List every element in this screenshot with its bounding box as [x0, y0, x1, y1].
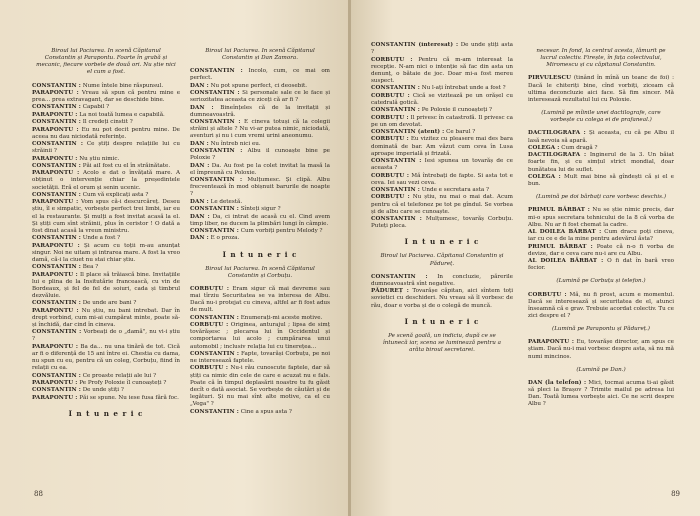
dialogue-line — [32, 308, 180, 329]
dialogue-text: Păi se spune. Nu iese fusa fără foc. — [79, 394, 179, 401]
speaker-name: CONSTANTIN : — [190, 90, 240, 97]
stage-direction: (Lumină pe Dan.) — [576, 366, 626, 373]
dialogue-line — [371, 194, 513, 215]
dialogue-text: Si personale sale ce le face și seriozitatea aceasta ce ziceți că ar fi ? — [190, 90, 330, 104]
speaker-name: DAN : — [190, 198, 209, 205]
dialogue-text: Nu pot spune perfect, ci deosebit. — [210, 82, 308, 89]
dialogue-line — [32, 156, 180, 163]
dialogue-line — [190, 141, 330, 148]
dialogue-line — [32, 104, 180, 111]
speaker-name: CONSTANTIN : — [32, 387, 81, 394]
dialogue-line — [528, 130, 674, 144]
dialogue-text: Vorbeați de o „damă", nu vi-i știu ? — [32, 329, 180, 343]
dialogue-line — [190, 83, 330, 90]
speaker-name: CONSTANTIN : — [371, 85, 420, 92]
dialogue-text: Mă, nu fi prost, acum e momentul. Dacă se interesează și securitatea de el, atunci înseamnă că e grav. Trebuie acordat colectiv. Tu ce zici despre el ? — [528, 291, 674, 319]
scene-break-heading: I n t u n e r i c — [222, 249, 298, 259]
dialogue-text: Il place să trăiască bine. Invitațiile lui e plina de la Insitutărie francească, cu vin de Bordeaux, și fel de fel de soiuri, cada și timbrul dezvăluie. — [32, 271, 180, 299]
speaker-name: CONSTANTIN : — [32, 372, 81, 379]
dialogue-text: Nu l-ați întrebat unde a fost ? — [421, 85, 506, 92]
dialogue-text: Mulțumesc, tovarăș Corbuțu. Puteți pleca. — [371, 216, 513, 230]
dialogue-text: In concluzie, părerile dumneavoastră sînt negative. — [371, 273, 513, 287]
speaker-name: PĂDUREȚ : — [371, 288, 409, 295]
dialogue-line — [190, 351, 330, 365]
dialogue-text: Pe Poloxie il cunoașteți ? — [421, 107, 493, 114]
dialogue-text: Il credeți cinstit ? — [82, 119, 133, 126]
dialogue-line — [190, 119, 330, 140]
speaker-name: PARAPONTU : — [32, 379, 78, 386]
dialogue-line — [190, 235, 330, 242]
dialogue-text: Vreau să spun că pentru mine e prea... prea extravagant, dar se deschide bine. — [32, 89, 180, 104]
speaker-name: PARAPONTU : — [528, 339, 575, 346]
dialogue-text: Poate că n-o fi vorba de devize, dar e ceva care nu-i are cu Albu. — [528, 243, 674, 257]
speaker-name: CONSTANTIN : — [190, 119, 241, 126]
dialogue-text: Eu nu pot decit pentru mine. De aceea nu dau niciodată referințe. — [32, 126, 180, 140]
dialogue-text: De unde știți asta ? — [371, 42, 513, 56]
dialogue-line — [371, 158, 513, 172]
speaker-name: CORBUȚU : — [190, 285, 230, 292]
dialogue-line — [32, 127, 180, 141]
dialogue-text: Bea ? — [82, 264, 99, 271]
dialogue-text: Fapte, tovarăși Corbuțu, pe noi ne interesează faptele. — [190, 350, 330, 365]
stage-direction: Biroul lui Paciurea. In scenă Căpitanul Constantin și Corbuțu. — [205, 265, 315, 279]
dialogue-text: Eu, tovarășe director, am spus ce știam. Dacă nu-i mai vorbesc despre asta, să nu mă numi mincinos. — [528, 339, 674, 360]
dialogue-line — [528, 75, 674, 104]
speaker-name: CONSTANTIN : — [190, 350, 240, 357]
speaker-name: COLEGA : — [528, 173, 561, 180]
speaker-name: CONSTANTIN : — [32, 191, 81, 198]
stage-direction: Biroul lui Paciurea. In scenă Căpitanul Constantin și Dan Zamora. — [205, 48, 315, 62]
dialogue-text: De unde are bani ? — [82, 300, 137, 307]
speaker-name: CORBUȚU : — [371, 114, 409, 121]
dialogue-line — [190, 365, 330, 408]
dialogue-line — [190, 177, 330, 198]
speaker-name: CONSTANTIN : — [32, 162, 81, 169]
dialogue-text: Nu știu, nu bani intrebat. Dar în drept vorbind, cum mi-ai cumpărat minte, poate să-și închidă, dar cind în cineva. — [32, 307, 180, 328]
right-page — [351, 0, 700, 516]
right-page-number: 89 — [671, 490, 680, 498]
dialogue-text: (tinând în mînă un teanc de foi) : Dacă le chiteriți bine, cînd vorbiți, ziceam că ultima deconcluzie aici face. Să fim sincer. Mă interesează rezultatul lui cu Poloxie. — [528, 75, 674, 103]
dialogue-text: De unde știți ? — [82, 387, 124, 394]
speaker-name: DAN : — [190, 235, 209, 242]
dialogue-line — [32, 344, 180, 373]
dialogue-text: Nu știu, nu mai o mai dat. Acum pentru că el telefonez pe tot pe gîndul. Se vorbea și de albu care se cunoaște. — [371, 194, 513, 215]
speaker-name: DAN (la telefon) : — [528, 379, 587, 386]
dialogue-line — [32, 90, 180, 104]
dialogue-text: Cum dragă ? — [561, 144, 598, 151]
dialogue-text: Cum dracu poți cineva, iar cu ce e de la mine pentru adevărul ăsta? — [528, 229, 674, 243]
dialogue-line — [528, 380, 674, 409]
dialogue-text: Nu întreb nici eu. — [210, 140, 261, 147]
speaker-name: AL DOILEA BĂRBAT : — [528, 258, 604, 265]
speaker-name: DAN : — [190, 162, 210, 169]
dialogue-line — [190, 315, 330, 322]
dialogue-text: La noi toată lumea e capabilă. — [79, 111, 165, 118]
speaker-name: CONSTANTIN : — [371, 158, 422, 164]
dialogue-line — [190, 228, 330, 235]
stage-direction: Biroul lui Paciurea. In scenă Căpitanul Constantin și Parapontu. Foarte în grabă și mecanic, fiecare vorbele de două ori. Nu știe nici el cum a fost. — [36, 48, 176, 76]
speaker-name: CONSTANTIN : — [190, 408, 239, 415]
dialogue-text: Nu-i rău cunoscute faptele, dar să știți ca nimic din cele de care e acuzat nu e fals. Poate că în timpul deplasării noastre tu fu găsit decît o dată asociat. Se vorbește de căutări și de legături. Și nu mai sînt alte motive, ca el cu „Vega" ? — [190, 365, 330, 408]
dialogue-text: Unde a fost ? — [82, 235, 121, 242]
speaker-name: PARAPONTU : — [32, 242, 80, 249]
dialogue-line — [528, 174, 674, 188]
dialogue-line — [190, 199, 330, 206]
speaker-name: CORBUȚU : — [190, 322, 229, 329]
speaker-name: CONSTANTIN : — [32, 235, 81, 242]
left-page-column-1 — [32, 42, 180, 494]
scene-break-heading: I n t u n e r i c — [68, 408, 144, 418]
dialogue-line — [32, 199, 180, 235]
speaker-name: PARAPONTU : — [32, 307, 79, 314]
dialogue-line — [32, 329, 180, 343]
left-page-column-2 — [190, 42, 330, 494]
dialogue-line — [528, 207, 674, 228]
dialogue-line — [32, 163, 180, 170]
dialogue-text: Unde e secretara asta ? — [421, 187, 489, 193]
dialogue-text: Mult mai bine să gîndești că și el e bun. — [528, 173, 674, 188]
dialogue-line — [528, 258, 674, 272]
dialogue-line — [32, 192, 180, 199]
dialogue-line — [32, 272, 180, 301]
dialogue-text: Nu se știe nimic precis, dar mi-o spus secretara tehnicului de la 8 că vorba de Albu. Nu ar fi fost chemat la cadre. — [528, 207, 674, 228]
dialogue-line — [190, 409, 330, 416]
speaker-name: CORBUȚU : — [190, 365, 229, 372]
dialogue-line — [32, 264, 180, 271]
speaker-name: PARAPONTU : — [32, 89, 79, 96]
dialogue-line — [371, 288, 513, 309]
speaker-name: CONSTANTIN : — [371, 273, 428, 280]
speaker-name: CONSTANTIN : — [32, 82, 81, 89]
speaker-name: DAN : — [190, 82, 209, 89]
speaker-name: CONSTANTIN : — [190, 314, 239, 321]
speaker-name: DAN : — [190, 140, 209, 147]
speaker-name: PARAPONTU : — [32, 155, 78, 162]
dialogue-text: Nume întele bine răspunsul. — [82, 82, 164, 89]
dialogue-text: Eu vizitez cu pleasere mai des bara dominată de bar. Am văzut cum ceva în Lusa aproape imperială și frizată. — [371, 136, 513, 157]
dialogue-text: Tovarășe căpitan, aici sîntem toți sovietici cu deschideri. Nu vreau să îl vorbesc de rău, doar e vorba și de o colegă de muncă. — [371, 288, 513, 309]
dialogue-text: Cum vă explicați asta ? — [82, 191, 149, 198]
stage-direction: (Lumină pe Parapontu și Pădureț.) — [552, 326, 650, 333]
right-page-column-1 — [371, 42, 513, 494]
dialogue-text: Da, ci intrat de acasă cu el. Cind avem timp liber, ne ducem la plimbări lungi în câmpie. — [190, 213, 330, 227]
speaker-name: PIRVULESCU — [528, 75, 572, 82]
speaker-name: PARAPONTU : — [32, 111, 78, 118]
stage-direction: (Lumină pe mîinile unei dactilografe, care vorbește cu colega ei de prafaneal.) — [541, 110, 661, 124]
dialogue-line — [190, 105, 330, 119]
speaker-name: CONSTANTIN : — [371, 187, 420, 193]
dialogue-text: Inginerul de la 3. Un băiat foarte fin, și cu simțul strict mondial, doar bunătatea lui de suflet. — [528, 152, 674, 173]
dialogue-line — [32, 170, 180, 191]
dialogue-line — [528, 292, 674, 321]
left-page-number: 88 — [34, 490, 43, 498]
speaker-name: CORBUȚU : — [371, 172, 410, 179]
scene-break-heading: I n t u n e r i c — [404, 237, 480, 247]
speaker-name: PARAPONTU : — [32, 199, 79, 206]
dialogue-line — [32, 83, 180, 90]
dialogue-line — [190, 148, 330, 162]
left-page — [0, 0, 349, 516]
dialogue-line — [371, 216, 513, 230]
speaker-name: CONSTANTIN : — [190, 206, 239, 213]
speaker-name: CONSTANTIN : — [190, 68, 243, 75]
dialogue-text: Nu știu nimic. — [79, 155, 120, 162]
dialogue-text: Capabil ? — [82, 104, 110, 111]
speaker-name: DACTILOGRAFA : — [528, 152, 587, 159]
speaker-name: DAN : — [190, 104, 214, 111]
dialogue-line — [32, 395, 180, 402]
dialogue-text: Și acum cu toții m-au anunțat singur. Noi ne uitam și intrarea mare. A fost la vreo damă, că-i la ciuet nu stai chiar știu. — [32, 242, 180, 263]
dialogue-line — [32, 119, 180, 126]
speaker-name: CONSTANTIN : — [32, 104, 81, 111]
speaker-name: COLEGA : — [528, 144, 560, 151]
stage-direction: necesar. In fond, la centrul acesta, lămurit pe lucrul colectiv. Firește, în fața colectivului, Miromescu și cu căpitanul Constantin. — [536, 48, 666, 69]
speaker-name: PARAPONTU : — [32, 126, 79, 133]
dialogue-text: E cineva totuși că la colegii străini și altele ? Nu vi-ar putea nimic, niciodată, aventuri și nu i cum vremi urini aneonumu. — [190, 119, 330, 140]
dialogue-line — [371, 173, 513, 187]
dialogue-line — [32, 373, 180, 380]
stage-direction: (Lumină pe Corbuțu și telefon.) — [556, 278, 646, 285]
speaker-name: CONSTANTIN : — [32, 300, 81, 307]
dialogue-text: Cum vorbiți pentru Melody ? — [240, 228, 323, 234]
dialogue-text: E o proza. — [210, 235, 240, 242]
dialogue-line — [32, 387, 180, 394]
dialogue-text: Enumerați-mi aceste motive. — [240, 314, 323, 321]
dialogue-line — [32, 112, 180, 119]
dialogue-text: Pe Profy Poloxie îl cunoașteți ? — [79, 379, 167, 386]
dialogue-line — [528, 339, 674, 360]
dialogue-text: Cine a spus asta ? — [240, 408, 292, 415]
dialogue-text: Il privesc în catastrofă. Il privesc ca pe un om devotat. — [371, 114, 513, 128]
dialogue-line — [528, 244, 674, 258]
dialogue-text: Ba da... nu una tinără de tot. Cică ar fi o diferență de 15 ani între ei. Chestia cu dama, nu spun cu eu, pentru că un coleg, Corbuțu, fiind în relații cu ea. — [32, 343, 180, 372]
dialogue-line — [190, 214, 330, 228]
dialogue-text: Eram sigur că mai devreme sau mai tîrziu Securitatea se va interesa de Albu. Dacă nu-i protejat cu cineva, altfel ar fi fost adus de mult. — [190, 285, 330, 314]
dialogue-line — [528, 229, 674, 243]
speaker-name: PARAPONTU : — [32, 343, 79, 350]
speaker-name: CONSTANTIN : — [371, 216, 422, 222]
dialogue-line — [32, 141, 180, 155]
stage-direction: Biroul lui Paciurea. Căpitanul Constantin și Pădureț. — [380, 253, 504, 267]
dialogue-line — [190, 68, 330, 82]
speaker-name: PRIMUL BĂRBAT : — [528, 207, 590, 214]
speaker-name: CONSTANTIN : — [190, 228, 239, 234]
dialogue-line — [371, 85, 513, 92]
dialogue-text: Cică se vizitează pe un orășel cu catedrală gotică. — [371, 92, 513, 106]
dialogue-line — [32, 300, 180, 307]
dialogue-line — [32, 235, 180, 242]
dialogue-text: Incolo, cum, ce mai om perfect. — [190, 68, 330, 82]
stage-direction: (Lumină pe doi bărbați care vorbesc deschis.) — [535, 194, 667, 201]
dialogue-line — [190, 322, 330, 351]
speaker-name: CONSTANTIN : — [32, 119, 81, 126]
speaker-name: CORBUȚU : — [371, 56, 413, 63]
dialogue-text: Bineînțeles că de la invitații și dumneavoastră. — [190, 104, 330, 118]
dialogue-text: Originea, anturajul ; lipsa de simț tovărășesc ; plecarea lui în Occidentul și comportarea lui acolo ; cumpărarea unui automobil ; inclusiv relația lui cu tinerețea... — [190, 322, 330, 350]
speaker-name: CONSTANTIN : — [190, 177, 243, 184]
dialogue-text: Pentru că m-am interesat la recepție. N-am nici o intenție să fac din asta un denunț, o bătaie de joc. Doar mi-a fost mereu suspect. — [371, 56, 513, 84]
dialogue-line — [190, 163, 330, 177]
dialogue-line — [371, 274, 513, 288]
dialogue-text: Acolo e dat o învățată mare. A obținut o intervenție chiar la președintele societății. Eră el orum și senin ucenic. — [32, 170, 180, 191]
speaker-name: PARAPONTU : — [32, 170, 80, 177]
dialogue-line — [371, 115, 513, 129]
speaker-name: AL DOILEA BĂRBAT : — [528, 229, 602, 236]
scene-break-heading: I n t u n e r i c — [404, 316, 480, 326]
dialogue-line — [190, 90, 330, 104]
speaker-name: CORBUȚU : — [528, 291, 567, 298]
speaker-name: CONSTANTIN (interesat) : — [371, 42, 459, 48]
speaker-name: CONSTANTIN : — [190, 148, 243, 155]
speaker-name: CORBUȚU : — [371, 92, 410, 99]
dialogue-text: Păi aiI fost cu el în străinătate. — [82, 162, 171, 169]
dialogue-text: Ce știți despre relațiile lui cu străinii ? — [32, 141, 180, 155]
speaker-name: CORBUȚU : — [371, 136, 409, 143]
speaker-name: DACTILOGRAFA : — [528, 130, 586, 137]
stage-direction: Pe scenă goală, un indiciu, după ce se întunecă iar, scena se luminează pentru a arăta biroul secretarei. — [382, 332, 502, 354]
dialogue-text: O fi dat în bară vreo fecior. — [528, 258, 674, 272]
dialogue-line — [528, 145, 674, 152]
dialogue-line — [190, 206, 330, 213]
right-page-column-2 — [528, 42, 674, 494]
speaker-name: CONSTANTIN : — [32, 141, 83, 147]
dialogue-line — [32, 243, 180, 264]
speaker-name: CONSTANTIN : — [371, 107, 420, 114]
dialogue-line — [190, 286, 330, 315]
dialogue-text: Ce proaste relații ale lui ? — [82, 372, 157, 379]
dialogue-text: Albu il cunoaște bine pe Poloxie ? — [190, 148, 330, 162]
speaker-name: PARAPONTU : — [32, 271, 78, 278]
dialogue-line — [371, 57, 513, 86]
dialogue-text: Le detestă. — [210, 198, 243, 205]
dialogue-line — [371, 136, 513, 157]
dialogue-text: Sînteți sigur ? — [240, 206, 281, 213]
dialogue-line — [371, 42, 513, 56]
dialogue-text: Mici, tocmai acuma ti-ai găsit să pleci la Brașov ? Trimite mailul pe adresa lui Dan. Toată lumea vorbește aici. Ce ne scrii despre Albu ? — [528, 379, 674, 408]
dialogue-text: Iesi spunea un tovarăș de ce aceasta ? — [371, 158, 513, 172]
speaker-name: DAN : — [190, 213, 210, 220]
dialogue-line — [32, 380, 180, 387]
dialogue-text: Ce barul ? — [446, 129, 476, 135]
speaker-name: PARAPONTU : — [32, 394, 78, 401]
dialogue-text: Vom spus că-i descurcăreț. Deseu știu, îl e simpatic, vorbește perfect trei limbi, iar eu el la restaurante. Și mulți a fost invitat acasă la el. Și știți cum sînt străinii, plus în ceristor ! O dată a fost dinat acasă la vreun ministru. — [32, 199, 180, 234]
dialogue-text: Mulțumesc. Și clipă. Albu frecventează în mod obișnuit barurile de noapte ? — [190, 177, 330, 198]
dialogue-text: Da. Au fost pe la colet invitat la masă la el împreună cu Poloxie. — [190, 162, 330, 176]
speaker-name: CONSTANTIN : — [32, 264, 81, 271]
dialogue-text: Și aceasta, cu că pe Albu il lasă nevoia să apară. — [528, 130, 674, 144]
dialogue-line — [528, 152, 674, 173]
speaker-name: CONSTANTIN (atent) : — [371, 129, 445, 135]
dialogue-line — [371, 187, 513, 194]
dialogue-line — [371, 93, 513, 107]
speaker-name: CORBUȚU : — [371, 194, 410, 201]
dialogue-line — [371, 107, 513, 114]
speaker-name: PRIMUL BĂRBAT : — [528, 243, 593, 250]
speaker-name: CONSTANTIN : — [32, 329, 82, 336]
dialogue-line — [371, 129, 513, 136]
dialogue-text: Mă întrebați de fapte. Si asta tot e ceva. Iei sau vezi ceva. — [371, 172, 513, 186]
